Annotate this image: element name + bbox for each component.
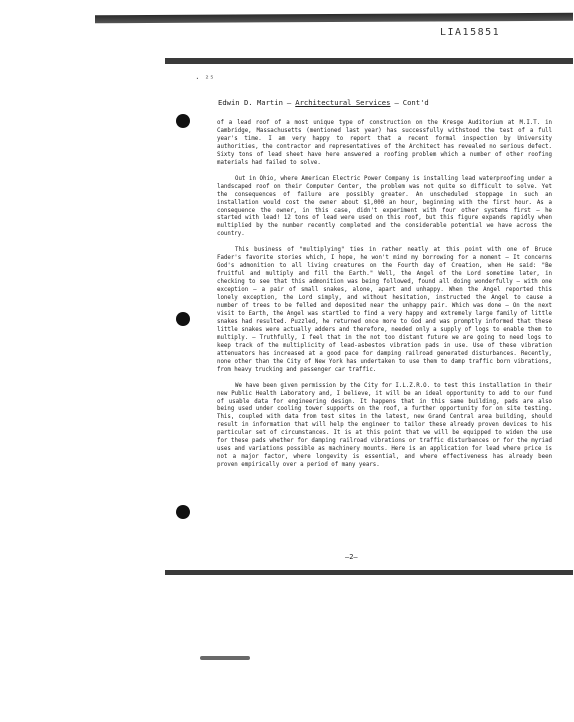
page-bottom-border [165,570,573,575]
paragraph: This business of "multiplying" ties in rather neatly at this point with one of Bruce Fader's favorite stories which, I hope, he won't mind my borrowing for a moment — It concerns God's admonition to all living creatures on the Fourth day of Creation, when He said: "Be fruitful and multiply and fill the Earth." Well, the Angel of the Lord sometime later, in checking to see that this admonition was being followed, found all doing wonderfully — with one exception — a pair of small snakes, alone, apart and unhappy. When the Angel reported this lonely exception, the Lord simply, and without hesitation, instructed the Angel to cause a number of trees to be felled and deposited near the unhappy pair. Which was done — On the next visit to Earth, the Angel was startled to find a very happy and extremely large family of little snakes had resulted. Puzzled, he returned once more to God and was promptly informed that these little snakes were actually adders and therefore, needed only a supply of logs to enable them to multiply. — Truthfully, I feel that in the not too distant future we are going to need logs to keep track of the multiplicity of lead-asbestos vibration pads in use. Use of these vibration attenuators has increased at a good pace for damping railroad generated disturbances. Recently, none other than the City of New York has undertaken to use them to damp traffic born vibrations, from heavy trucking and passenger car traffic. [217,247,552,373]
punch-hole-icon [176,505,190,519]
page-header [218,98,429,107]
page-number: –2– [345,553,358,561]
header-cont: Cont'd [402,98,429,107]
paragraph: Out in Ohio, where American Electric Power Company is installing lead waterproofing under a landscaped roof on their Computer Center, the problem was not quite so difficult to solve. Yet the consequences of failure are possibly greater. An unscheduled stoppage in such an installation would cost the owner about $1,000 an hour, beginning with the first hour. As a consequence the owner, in this case, didn't experiment with four other systems first — he started with lead! 12 tons of lead were used on this roof, but this figure expands rapidly when multiplied by the number recently completed and the considerable potential we have across the country. [217,175,552,238]
paragraph: of a lead roof of a most unique type of construction on the Kresge Auditorium at M.I.T. in Cambridge, Massachusetts (mentioned last year) has successfully withstood the test of a full year's time. I am very happy to report that a recent formal inspection by University authorities, the contractor and representatives of the Architect has revealed no serious defect. Sixty tons of lead sheet have here answered a roofing problem which a number of other roofing materials had failed to solve. [217,120,552,166]
document-body [217,120,552,478]
header-dash: – [286,98,292,107]
scan-smudge [200,656,250,660]
header-dash: – [394,98,399,107]
page-top-border [165,58,573,64]
header-section: Architectural Services [295,98,391,107]
header-name: Edwin D. Martin [218,98,283,107]
punch-hole-icon [176,312,190,326]
paragraph: We have been given permission by the City for I.L.Z.R.O. to test this installation in their new Public Health Laboratory and, I believe, it will be an ideal opportunity to add to our fund of usable data for engineering design. It happens that in this same building, pads are also being used under cooling tower supports on the roof, a further opportunity for on site testing. This, coupled with data from test sites in the latest, new Grand Central area building, should result in information that will help the engineer to tailor these already proven devices to his particular set of circumstances. It is at this point that we will be equipped to widen the use for these pads whether for damping railroad vibrations or traffic disturbances or for the myriad uses and variations possible as machinery mounts. Here is an application for lead where price is not a major factor, where longevity is essential, and where effectiveness has already been proven empirically over a period of many years. [217,382,552,469]
scan-mark: · ²⁵ [195,74,215,83]
scan-top-edge [95,13,573,24]
document-id: LIA15851 [440,27,501,38]
punch-hole-icon [176,114,190,128]
